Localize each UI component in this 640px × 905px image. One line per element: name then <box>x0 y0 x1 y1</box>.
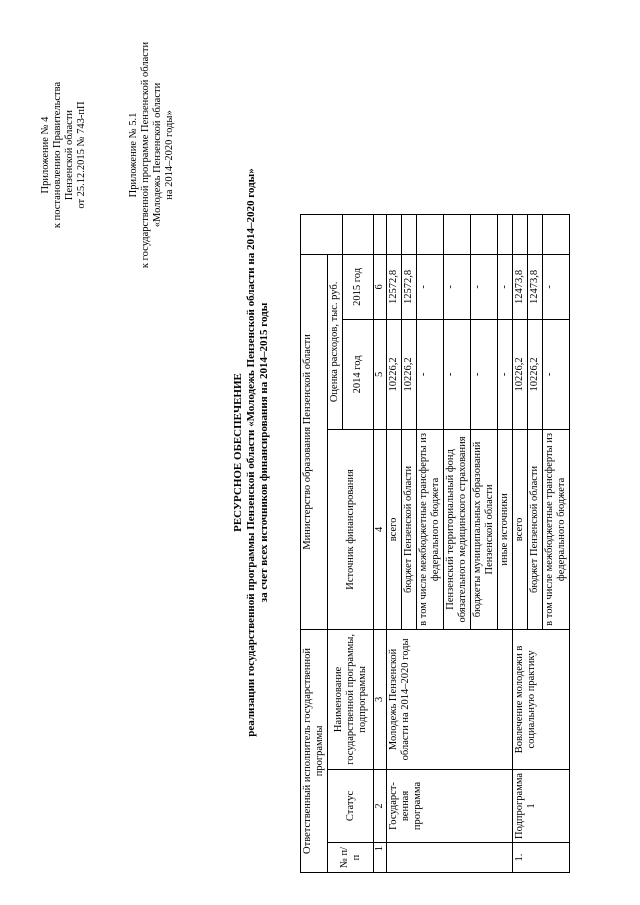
value-2014: - <box>444 319 471 429</box>
title-line-2: реализации государственной программы Пензенской области «Молодежь Пензенской области на 2014–2020 годы» <box>245 168 257 737</box>
header-estimate: Оценка расходов, тыс. руб. <box>328 254 343 429</box>
value-2014: - <box>417 319 444 429</box>
source-cell: бюджет Пензенской области <box>402 429 417 629</box>
header-row-1 <box>301 214 328 872</box>
source-cell: Пензенский территориальный фонд обязательного медицинского страхования <box>444 429 471 629</box>
program-status: Государст-венная программа <box>387 769 513 842</box>
blank-cell <box>471 214 498 254</box>
header-name: Наименование государственной программы, подпрограммы <box>328 629 374 769</box>
value-2015: 12473,8 <box>528 254 543 319</box>
subprogram-status: Подпрограмма 1 <box>513 769 570 842</box>
annex-line: Приложение № 4 <box>40 116 51 194</box>
col-number: 2 <box>374 769 387 842</box>
value-2014: - <box>498 319 513 429</box>
value-2015: - <box>417 254 444 319</box>
source-cell: всего <box>387 429 402 629</box>
header-row-2 <box>328 214 343 872</box>
value-2014: - <box>543 319 570 429</box>
value-2014: 10226,2 <box>528 319 543 429</box>
value-2014: 10226,2 <box>513 319 528 429</box>
value-2015: 12572,8 <box>387 254 402 319</box>
value-2014: 10226,2 <box>387 319 402 429</box>
source-cell: всего <box>513 429 528 629</box>
source-cell: бюджеты муниципальных образований Пензенской области <box>471 429 498 629</box>
resource-table <box>300 214 570 873</box>
annex-line: к постановлению Правительства <box>52 81 63 229</box>
value-2015: - <box>498 254 513 319</box>
annex-line: к государственной программе Пензенской области <box>140 41 151 269</box>
title-line-3: за счет всех источников финансирования на 2014–2015 годы <box>258 302 270 603</box>
blank-cell <box>374 214 387 254</box>
subprogram-name: Вовлечение молодежи в социальную практику <box>513 629 570 769</box>
value-2015: 12473,8 <box>513 254 528 319</box>
blank-cell <box>528 214 543 254</box>
header-2014: 2014 год <box>343 319 374 429</box>
annex-line: Приложение № 5.1 <box>128 112 139 198</box>
document-title <box>232 0 271 905</box>
header-ministry: Министерство образования Пензенской области <box>301 254 328 629</box>
title-line-1: РЕСУРСНОЕ ОБЕСПЕЧЕНИЕ <box>232 373 244 532</box>
annex-line: на 2014–2020 годы» <box>164 110 175 200</box>
annex-line: от 25.12.2015 № 743-пП <box>76 101 87 209</box>
value-2014: 10226,2 <box>402 319 417 429</box>
blank-cell <box>498 214 513 254</box>
header-status: Статус <box>328 769 374 842</box>
column-number-row <box>374 214 387 872</box>
annex-line: «Молодежь Пензенской области <box>152 82 163 228</box>
blank-cell <box>402 214 417 254</box>
col-number: 4 <box>374 429 387 629</box>
source-cell: иные источники <box>498 429 513 629</box>
col-number: 6 <box>374 254 387 319</box>
blank-cell <box>343 214 374 254</box>
program-name: Молодежь Пензенской области на 2014–2020 годы <box>387 629 513 769</box>
value-2015: 12572,8 <box>402 254 417 319</box>
program-num <box>387 843 513 873</box>
value-2014: - <box>471 319 498 429</box>
annex-reference-decree <box>40 5 88 305</box>
source-cell: в том числе межбюджетные трансферты из федерального бюджета <box>417 429 444 629</box>
header-responsible: Ответственный исполнитель государственной программы <box>301 629 328 872</box>
header-source: Источник финансирования <box>328 429 374 629</box>
source-cell: в том числе межбюджетные трансферты из федерального бюджета <box>543 429 570 629</box>
blank-cell <box>444 214 471 254</box>
header-num: № п/п <box>328 843 374 873</box>
value-2015: - <box>444 254 471 319</box>
source-cell: бюджет Пензенской области <box>528 429 543 629</box>
blank-cell <box>301 214 343 254</box>
blank-cell <box>387 214 402 254</box>
blank-cell <box>543 214 570 254</box>
col-number: 1 <box>374 843 387 873</box>
blank-cell <box>513 214 528 254</box>
table-row <box>513 214 528 872</box>
annex-line: Пензенской области <box>64 109 75 201</box>
table-row <box>387 214 402 872</box>
annex-reference-program <box>128 5 176 305</box>
header-2015: 2015 год <box>343 254 374 319</box>
col-number: 3 <box>374 629 387 769</box>
value-2015: - <box>471 254 498 319</box>
value-2015: - <box>543 254 570 319</box>
subprogram-num: 1. <box>513 843 570 873</box>
blank-cell <box>417 214 444 254</box>
col-number: 5 <box>374 319 387 429</box>
